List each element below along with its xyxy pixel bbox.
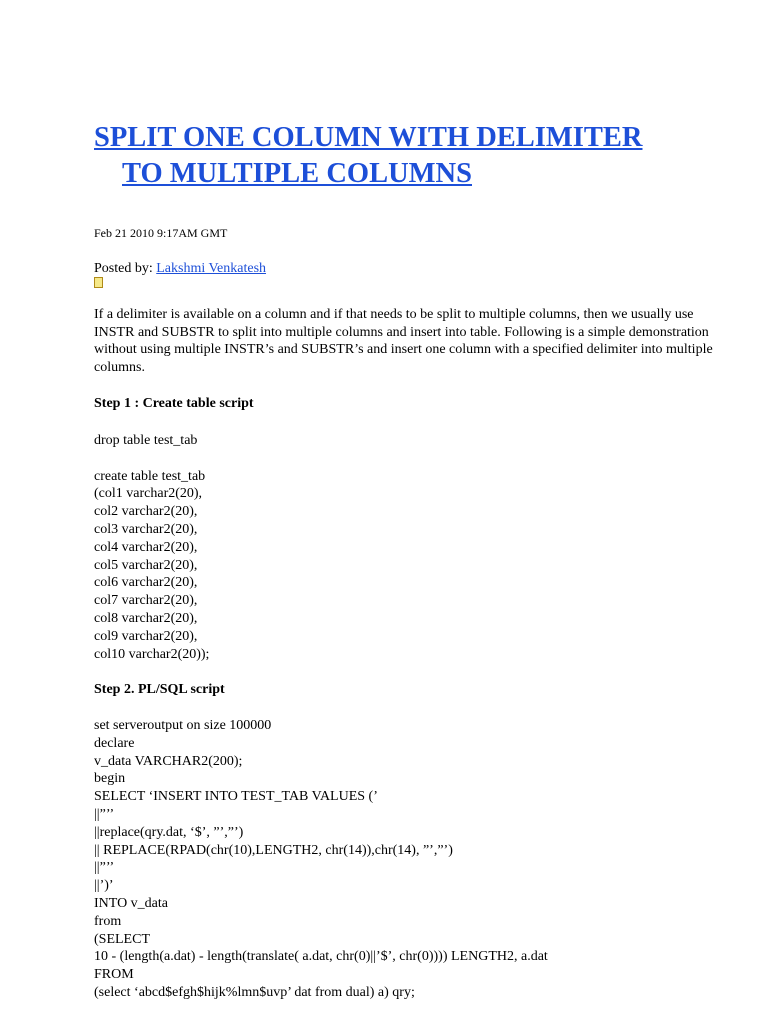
step2-code-block	[94, 717, 734, 1002]
code-line: SELECT ‘INSERT INTO TEST_TAB VALUES (’	[94, 789, 378, 805]
code-line: col7 varchar2(20),	[94, 593, 198, 609]
code-line: from	[94, 913, 122, 929]
step1-code-block	[94, 432, 734, 663]
posted-by-label: Posted by:	[94, 261, 157, 276]
code-line: || REPLACE(RPAD(chr(10),LENGTH2, chr(14)),chr(14), ”’,”’)	[94, 842, 453, 858]
code-line: col6 varchar2(20),	[94, 575, 198, 591]
code-line: col4 varchar2(20),	[94, 539, 198, 555]
code-line: drop table test_tab	[94, 433, 198, 448]
step1-heading: Step 1 : Create table script	[94, 396, 254, 411]
article-title-link[interactable]	[94, 122, 734, 192]
code-line: col5 varchar2(20),	[94, 557, 198, 573]
post-date: Feb 21 2010 9:17AM GMT	[94, 226, 228, 240]
code-line: (select ‘abcd$efgh$hijk%lmn$uvp’ dat from dual) a) qry;	[94, 984, 415, 1000]
code-line: ||”’’	[94, 806, 115, 822]
step2-heading: Step 2. PL/SQL script	[94, 682, 225, 697]
code-line: declare	[94, 735, 135, 751]
code-line: (col1 varchar2(20),	[94, 486, 203, 502]
code-line: col10 varchar2(20));	[94, 646, 210, 662]
code-line: ||”’’	[94, 860, 115, 876]
attachment-icon	[94, 277, 103, 288]
article-title	[94, 120, 734, 192]
code-line: FROM	[94, 967, 134, 983]
author-link[interactable]: Lakshmi Venkatesh	[156, 261, 267, 276]
title-line-2: TO MULTIPLE COLUMNS	[122, 158, 472, 189]
posted-by	[94, 260, 266, 278]
title-line-1: SPLIT ONE COLUMN WITH DELIMITER	[94, 122, 643, 153]
code-line: col8 varchar2(20),	[94, 610, 198, 626]
code-line: ||’)’	[94, 878, 114, 894]
code-line: (SELECT	[94, 931, 150, 947]
code-line: ||replace(qry.dat, ‘$’, ”’,”’)	[94, 824, 244, 840]
code-line: create table test_tab	[94, 468, 206, 484]
code-line: 10 - (length(a.dat) - length(translate( a.dat, chr(0)||’$’, chr(0)))) LENGTH2, a.dat	[94, 949, 548, 965]
code-line: v_data VARCHAR2(200);	[94, 753, 243, 769]
code-line: col9 varchar2(20),	[94, 628, 198, 644]
code-line: col2 varchar2(20),	[94, 504, 198, 520]
code-line: INTO v_data	[94, 895, 168, 911]
code-line: col3 varchar2(20),	[94, 521, 198, 537]
intro-paragraph: If a delimiter is available on a column and if that needs to be split to multiple columns, then we usually use INSTR and SUBSTR to split into multiple columns and insert into table. Following is a simple demonstration without using multiple INSTR’s and SUBSTR’s and insert one column with a specified delimiter into multiple columns.	[94, 307, 713, 375]
blank-line	[94, 450, 734, 468]
code-line: begin	[94, 771, 126, 787]
code-line: set serveroutput on size 100000	[94, 718, 272, 733]
